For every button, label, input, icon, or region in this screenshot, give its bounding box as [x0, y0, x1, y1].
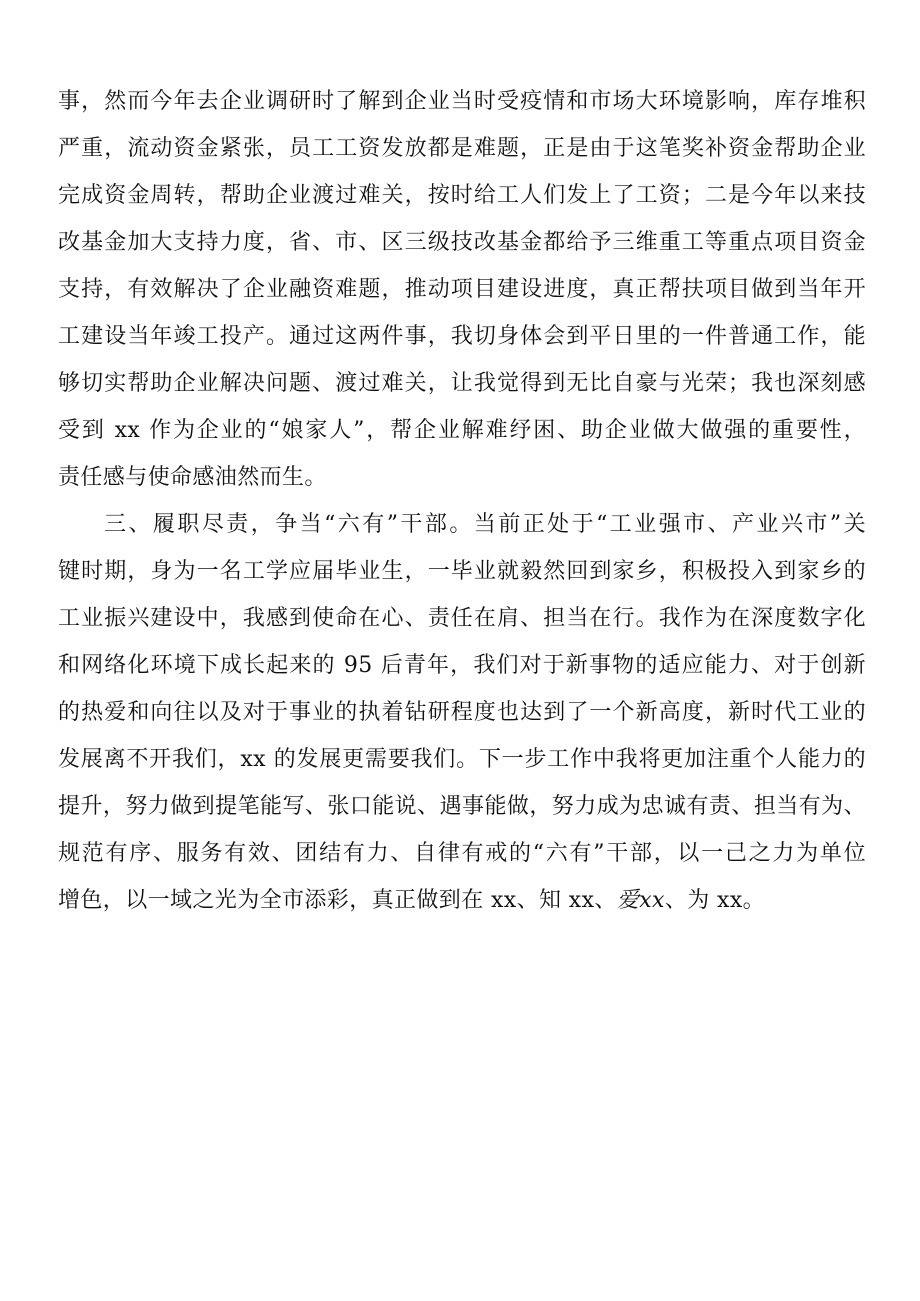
text-segment: 增色，以一域之光为全市添彩，真正做到在 xx、知 xx、 — [58, 888, 617, 913]
text-line: 工业振兴建设中，我感到使命在心、责任在肩、担当在行。我作为在深度数字化 — [58, 606, 866, 631]
text-line: 改基金加大支持力度，省、市、区三级技改基金都给予三维重工等重点项目资金 — [58, 230, 866, 255]
text-line: 规范有序、服务有效、团结有力、自律有戒的“六有”干部，以一己之力为单位 — [58, 841, 866, 866]
text-line: 责任感与使命感油然而生。 — [58, 465, 327, 490]
paragraph-1 — [58, 78, 866, 501]
text-line: 和网络化环境下成长起来的 95 后青年，我们对于新事物的适应能力、对于创新 — [58, 653, 866, 678]
text-line: 够切实帮助企业解决问题、渡过难关，让我觉得到无比自豪与光荣；我也深刻感 — [58, 371, 866, 396]
text-line: 事，然而今年去企业调研时了解到企业当时受疫情和市场大环境影响，库存堆积 — [58, 89, 866, 114]
text-line: 严重，流动资金紧张，员工工资发放都是难题，正是由于这笔奖补资金帮助企业 — [58, 136, 866, 161]
text-line: 提升，努力做到提笔能写、张口能说、遇事能做，努力成为忠诚有责、担当有为、 — [58, 794, 866, 819]
text-line: 支持，有效解决了企业融资难题，推动项目建设进度，真正帮扶项目做到当年开 — [58, 277, 866, 302]
text-line: 三、履职尽责，争当“六有”干部。当前正处于“工业强市、产业兴市”关 — [104, 512, 866, 537]
text-line: 键时期，身为一名工学应届毕业生，一毕业就毅然回到家乡，积极投入到家乡的 — [58, 559, 866, 584]
italic-text-segment: 爱xx — [616, 888, 665, 913]
document-body — [58, 78, 866, 924]
text-line: 完成资金周转，帮助企业渡过难关，按时给工人们发上了工资；二是今年以来技 — [58, 183, 866, 208]
text-line: 工建设当年竣工投产。通过这两件事，我切身体会到平日里的一件普通工作，能 — [58, 324, 866, 349]
text-line-final — [58, 877, 866, 924]
text-segment: 、为 xx。 — [664, 888, 766, 913]
text-line: 的热爱和向往以及对于事业的执着钻研程度也达到了一个新高度，新时代工业的 — [58, 700, 866, 725]
paragraph-2 — [58, 501, 866, 924]
text-line: 受到 xx 作为企业的“娘家人”，帮企业解难纾困、助企业做大做强的重要性， — [58, 418, 866, 443]
text-line: 发展离不开我们，xx 的发展更需要我们。下一步工作中我将更加注重个人能力的 — [58, 747, 866, 772]
